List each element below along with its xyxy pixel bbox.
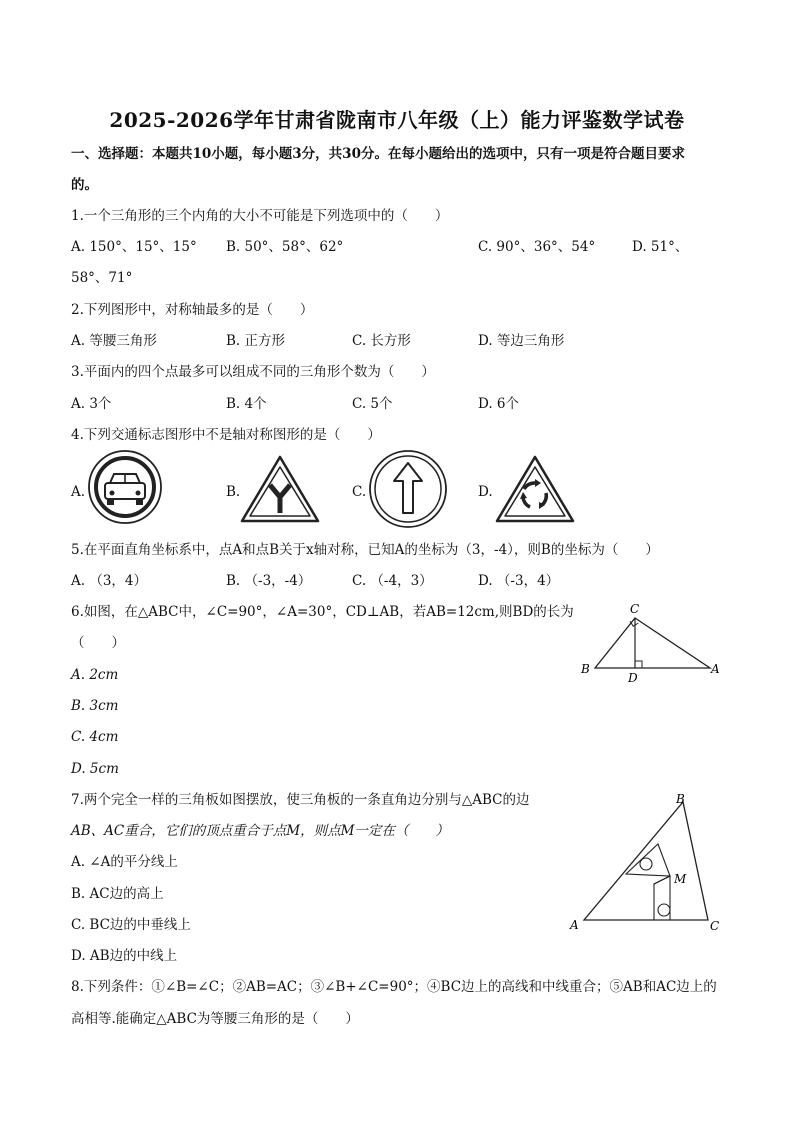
q5-option-c: C. （-4，3） xyxy=(352,573,433,589)
q6-triangle-figure xyxy=(575,598,725,688)
q6-option-c: C. 4cm xyxy=(71,729,119,745)
question-8-stem-cont: 高相等.能确定△ABC为等腰三角形的是（ ） xyxy=(71,1011,359,1027)
q7-label-a: A xyxy=(570,918,579,932)
q5-option-b: B. （-3，-4） xyxy=(226,573,312,589)
q4-option-c: C. xyxy=(352,484,367,500)
question-7-stem-cont: AB、AC重合，它们的顶点重合于点M，则点M一定在（ ） xyxy=(71,823,449,839)
q5-option-a: A. （3，4） xyxy=(71,573,148,589)
question-3-stem: 3.平面内的四个点最多可以组成不同的三角形个数为（ ） xyxy=(71,364,435,380)
straight-arrow-sign-icon xyxy=(368,449,448,529)
q6-label-c: C xyxy=(630,602,640,616)
q7-label-m: M xyxy=(674,872,687,886)
question-6-stem-cont: （ ） xyxy=(71,635,125,651)
q7-option-c: C. BC边的中垂线上 xyxy=(71,917,191,933)
y-junction-sign-icon xyxy=(240,455,320,523)
question-4-stem: 4.下列交通标志图形中不是轴对称图形的是（ ） xyxy=(71,427,381,443)
q4-option-a: A. xyxy=(71,484,86,500)
q7-option-a: A. ∠A的平分线上 xyxy=(71,854,178,870)
q6-option-b: B. 3cm xyxy=(71,698,119,714)
question-7-stem: 7.两个完全一样的三角板如图摆放，使三角板的一条直角边分别与△ABC的边 xyxy=(71,792,530,808)
q1-option-c: C. 90°、36°、54° xyxy=(478,239,596,255)
page-title: 2025-2026学年甘肃省陇南市八年级（上）能力评鉴数学试卷 xyxy=(109,108,685,132)
q3-option-d: D. 6个 xyxy=(478,396,520,412)
q2-option-d: D. 等边三角形 xyxy=(478,333,565,349)
q2-option-b: B. 正方形 xyxy=(226,333,286,349)
q4-option-b: B. xyxy=(226,484,241,500)
q7-label-b: B xyxy=(676,792,685,806)
q6-option-d: D. 5cm xyxy=(71,761,119,777)
question-6-stem: 6.如图，在△ABC中，∠C=90°，∠A=30°，CD⊥AB，若AB=12cm,则BD的长为 xyxy=(71,604,574,620)
no-car-sign-icon xyxy=(87,449,163,525)
q3-option-b: B. 4个 xyxy=(226,396,267,412)
q3-option-a: A. 3个 xyxy=(71,396,112,412)
question-2-stem: 2.下列图形中，对称轴最多的是（ ） xyxy=(71,302,314,318)
q7-option-b: B. AC边的高上 xyxy=(71,886,164,902)
question-1-stem: 1.一个三角形的三个内角的大小不可能是下列选项中的（ ） xyxy=(71,208,449,224)
q6-option-a: A. 2cm xyxy=(71,667,119,683)
q1-option-b: B. 50°、58°、62° xyxy=(226,239,344,255)
q1-option-a: A. 150°、15°、15° xyxy=(71,239,197,255)
section-heading-cont: 的。 xyxy=(71,177,98,193)
q2-option-c: C. 长方形 xyxy=(352,333,411,349)
q6-label-b: B xyxy=(581,662,590,676)
roundabout-sign-icon xyxy=(495,455,575,523)
q1-option-d: D. 51°、 xyxy=(632,239,689,255)
question-5-stem: 5.在平面直角坐标系中，点A和点B关于x轴对称，已知A的坐标为（3，-4），则B的坐标为（ ） xyxy=(71,542,659,558)
q4-option-d: D. xyxy=(478,484,493,500)
q2-option-a: A. 等腰三角形 xyxy=(71,333,157,349)
q3-option-c: C. 5个 xyxy=(352,396,393,412)
section-heading: 一、选择题：本题共10小题，每小题3分，共30分。在每小题给出的选项中，只有一项是符合题目要求 xyxy=(71,146,685,162)
q7-triangle-figure xyxy=(560,788,730,938)
q7-label-c: C xyxy=(710,919,720,933)
question-8-stem: 8.下列条件：①∠B=∠C；②AB=AC；③∠B+∠C=90°；④BC边上的高线和中线重合；⑤AB和AC边上的 xyxy=(71,979,717,995)
q6-label-d: D xyxy=(628,671,638,685)
q5-option-d: D. （-3，4） xyxy=(478,573,560,589)
q6-label-a: A xyxy=(711,662,720,676)
q7-option-d: D. AB边的中线上 xyxy=(71,948,178,964)
q1-option-d-cont: 58°、71° xyxy=(71,270,133,286)
